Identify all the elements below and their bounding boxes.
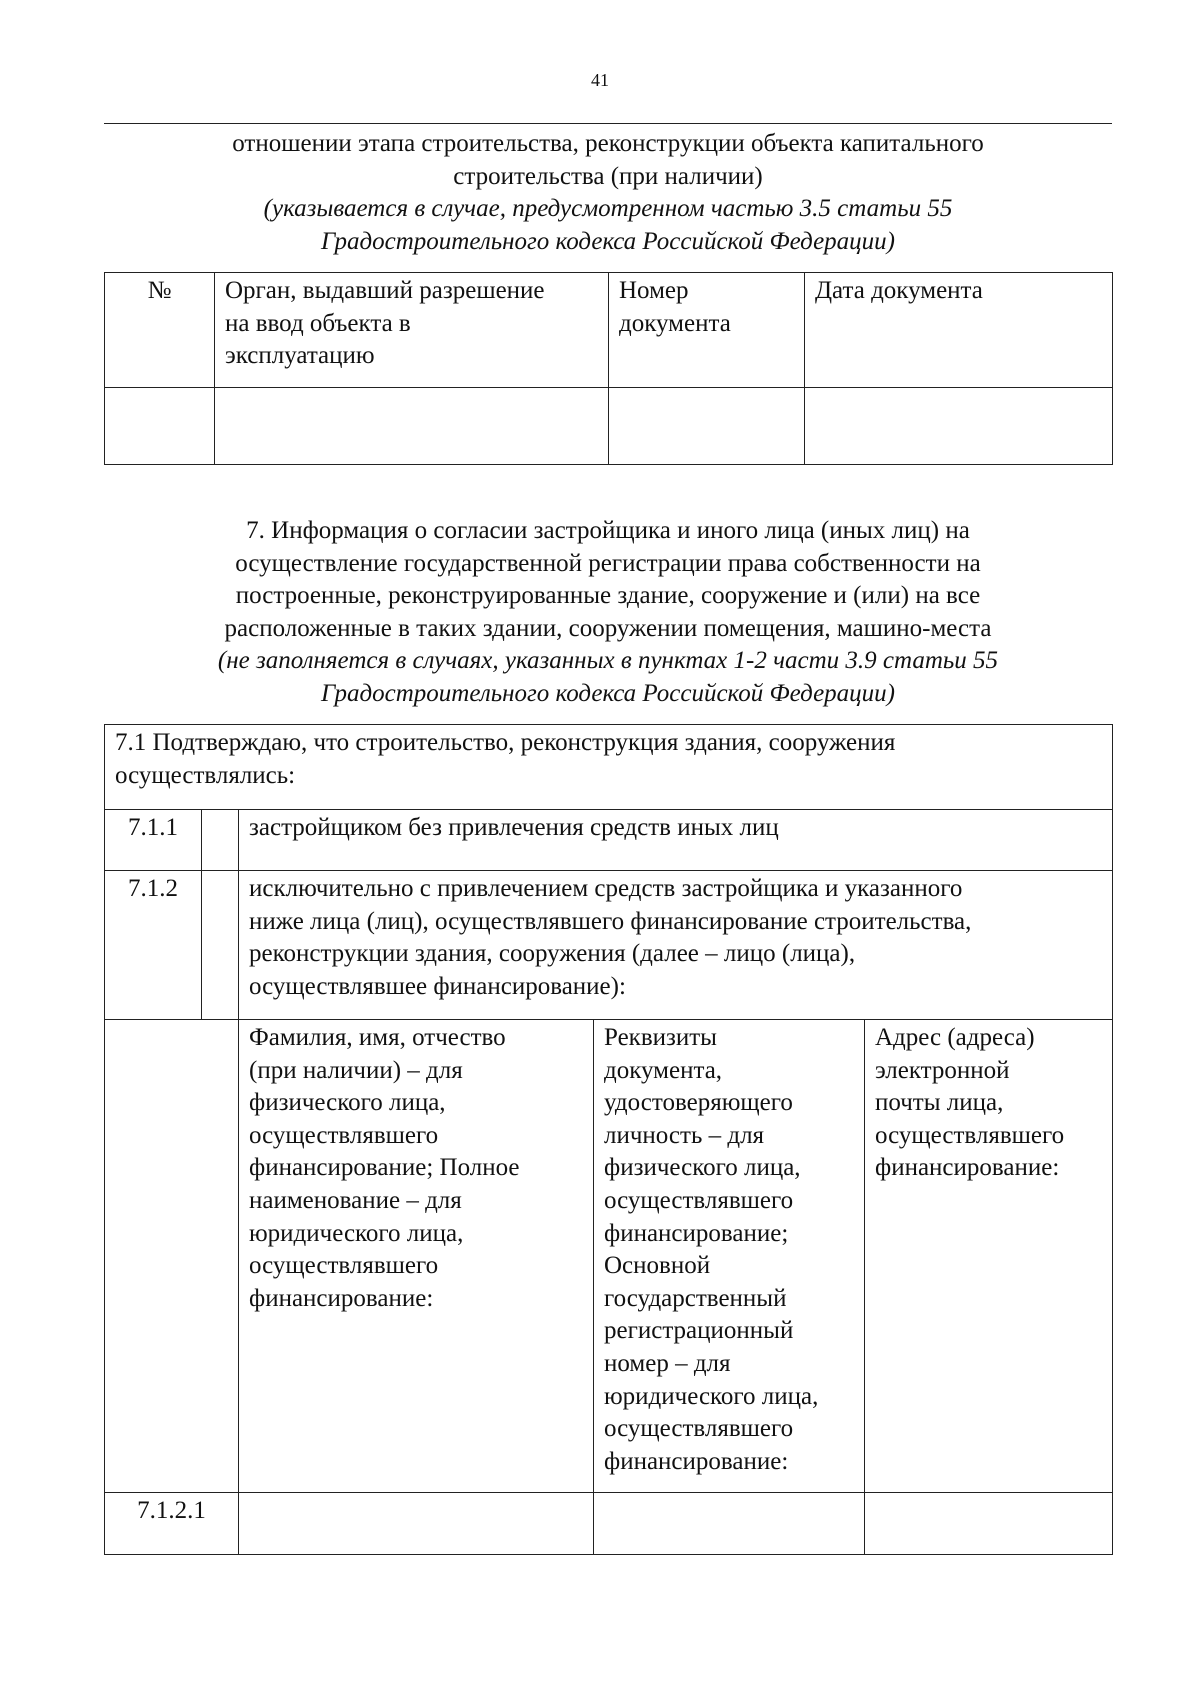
row-7-1-1-text: застройщиком без привлечения средств иных лиц	[239, 810, 1113, 871]
row-number: 7.1.1	[105, 810, 202, 871]
intro-note-line: (указывается в случае, предусмотренном частью 3.5 статьи 55	[263, 195, 953, 222]
row-7-1-2	[105, 871, 1113, 1020]
row-number: 7.1.2	[105, 871, 202, 1020]
header-authority: Орган, выдавший разрешение на ввод объекта в эксплуатацию	[215, 273, 609, 388]
empty-cell[interactable]	[215, 388, 609, 465]
section-7-note-line: Градостроительного кодекса Российской Федерации)	[320, 679, 896, 707]
page-number: 41	[591, 70, 609, 90]
header-doc-number: Номер документа	[609, 273, 805, 388]
permit-table-header-row	[105, 273, 1113, 388]
permit-table-empty-row	[105, 388, 1113, 465]
empty-cell[interactable]	[805, 388, 1113, 465]
empty-cell[interactable]	[865, 1493, 1113, 1555]
row-7-1-2-1	[105, 1493, 1113, 1555]
consent-table	[104, 724, 1113, 1555]
empty-cell[interactable]	[239, 1493, 594, 1555]
intro-block	[104, 128, 1112, 258]
section-7-title-line: 7. Информация о согласии застройщика и иного лица (иных лиц) на	[246, 517, 970, 544]
section-7-title-line: построенные, реконструированные здание, сооружение и (или) на все	[235, 582, 981, 609]
row-7-1-2-text: исключительно с привлечением средств застройщика и указанного ниже лица (лиц), осуществлявшего финансирование строительства, реконструкции здания, сооружения (далее – лицо (лица), осуществлявшее финансирование):	[239, 871, 1113, 1020]
intro-line: отношении этапа строительства, реконструкции объекта капитального	[232, 130, 984, 157]
financier-name-header: Фамилия, имя, отчество (при наличии) – для физического лица, осуществлявшего финансирование; Полное наименование – для юридического лица, осуществлявшего финансирование:	[239, 1020, 594, 1493]
section-7-title-line: расположенные в таких здании, сооружении помещения, машино-места	[224, 614, 992, 642]
row-number: 7.1.2.1	[105, 1493, 239, 1555]
empty-cell[interactable]	[609, 388, 805, 465]
header-number: №	[105, 273, 215, 388]
checkbox-cell-7-1-2[interactable]	[202, 871, 239, 1020]
empty-cell[interactable]	[105, 388, 215, 465]
intro-note-line: Градостроительного кодекса Российской Федерации)	[320, 227, 896, 255]
row-7-1-1	[105, 810, 1113, 871]
blank-cell	[105, 1020, 239, 1493]
section-7-title-line: осуществление государственной регистрации права собственности на	[235, 549, 981, 577]
financier-requisites-header: Реквизиты документа, удостоверяющего личность – для физического лица, осуществлявшего финансирование; Основной государственный регистрационный номер – для юридического лица, осуществлявшего финансирование:	[594, 1020, 865, 1493]
permit-table	[104, 272, 1113, 465]
checkbox-cell-7-1-1[interactable]	[202, 810, 239, 871]
confirm-row	[105, 725, 1113, 810]
intro-line: строительства (при наличии)	[453, 162, 763, 190]
top-rule	[104, 123, 1112, 124]
section-7-note-line: (не заполняется в случаях, указанных в пунктах 1-2 части 3.9 статьи 55	[217, 647, 999, 674]
financier-email-header: Адрес (адреса) электронной почты лица, осуществлявшего финансирование:	[865, 1020, 1113, 1493]
financier-header-row	[105, 1020, 1113, 1493]
empty-cell[interactable]	[594, 1493, 865, 1555]
confirm-cell: 7.1 Подтверждаю, что строительство, реконструкция здания, сооружения осуществлялись:	[105, 725, 1113, 810]
section-7-heading	[104, 515, 1112, 710]
header-doc-date: Дата документа	[805, 273, 1113, 388]
